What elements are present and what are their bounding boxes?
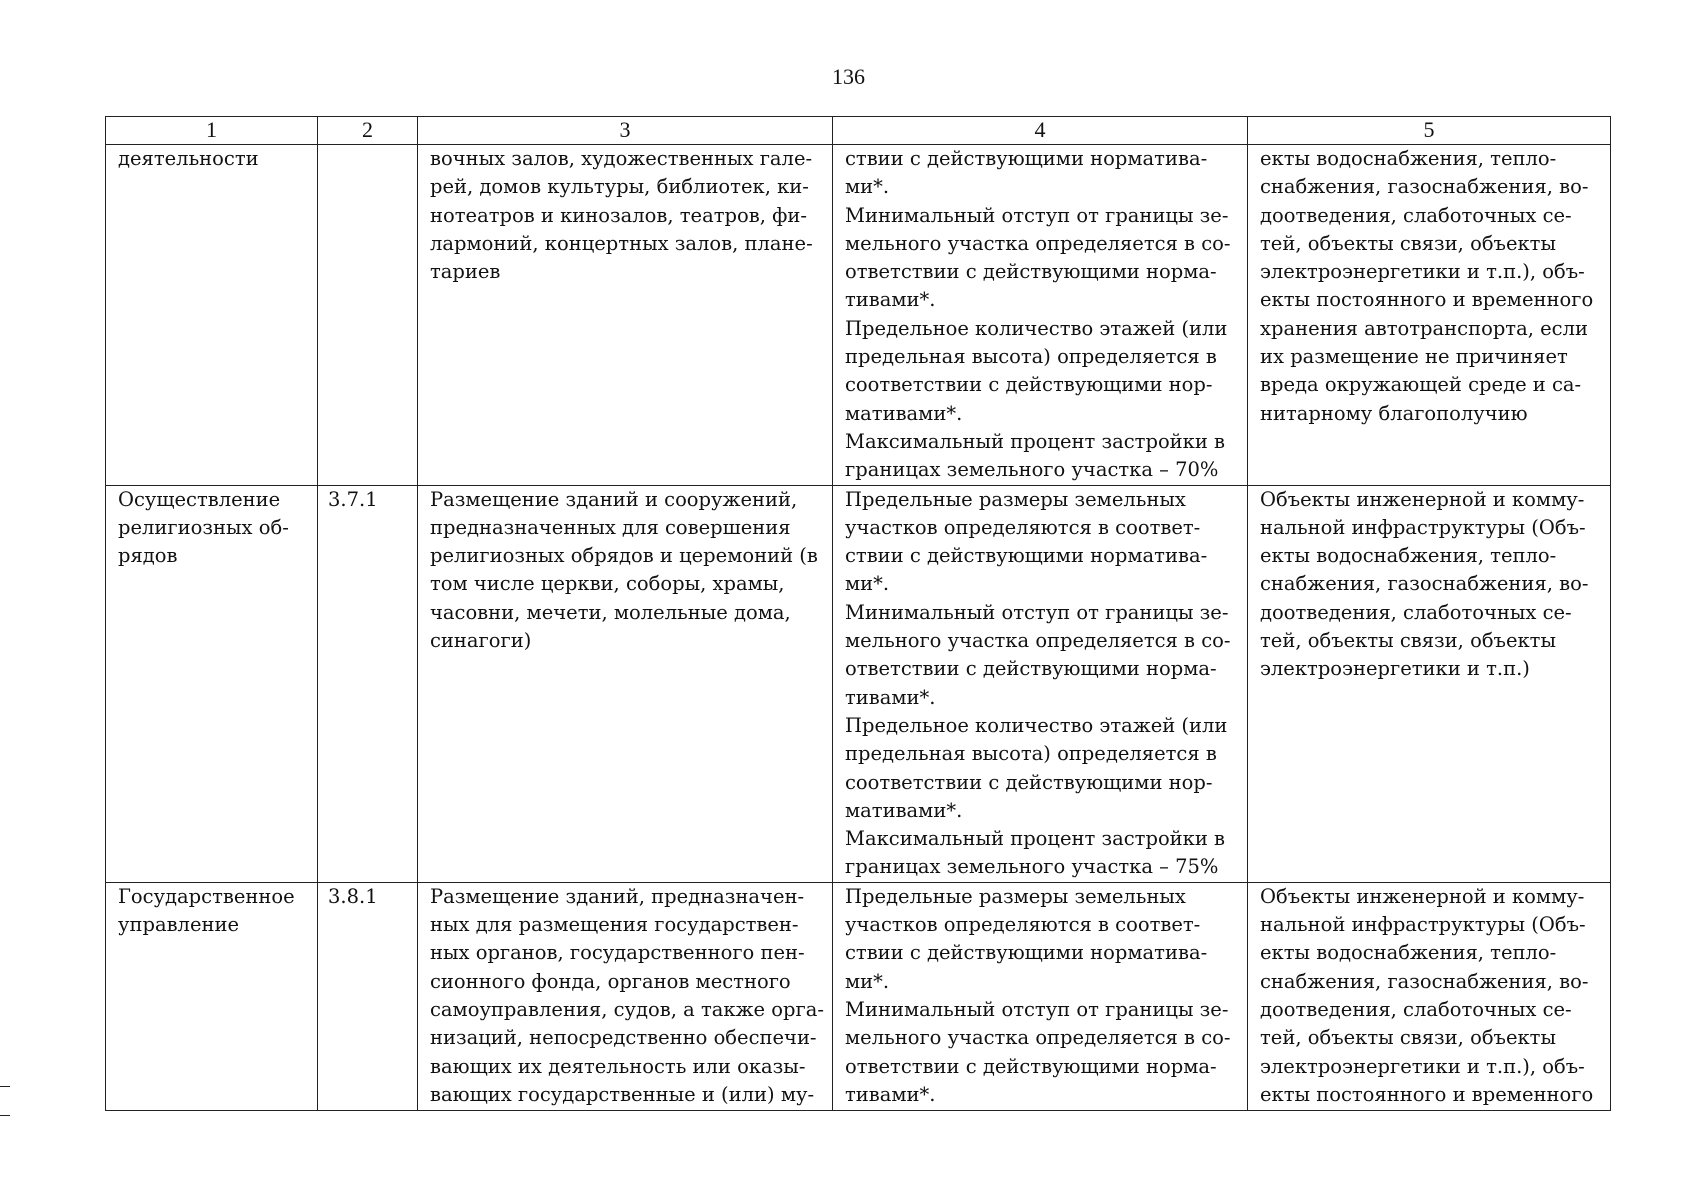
zoning-table — [105, 116, 1611, 1111]
cell-text-line: снабжения, газоснабжения, во- — [1260, 572, 1589, 596]
cell-text-line: екты водоснабжения, тепло- — [1260, 544, 1557, 568]
description-cell — [418, 485, 833, 882]
cell-text-line: снабжения, газоснабжения, во- — [1260, 175, 1589, 199]
cell-text-line: рядов — [118, 544, 178, 568]
cell-text-line: электроэнергетики и т.п.) — [1260, 657, 1530, 681]
cell-text-line: ствии с действующими нормативa- — [845, 941, 1208, 965]
cell-text-line: участков определяются в соответ- — [845, 515, 1201, 539]
cell-text-line: предельная высота) определяется в — [845, 742, 1217, 766]
cell-text-line: религиозных об- — [118, 515, 289, 539]
cell-text-line: екты водоснабжения, тепло- — [1260, 147, 1557, 170]
description-cell — [418, 145, 833, 486]
code-cell — [318, 882, 418, 1110]
cell-text-line: хранения автотранспорта, если — [1260, 316, 1588, 340]
cell-text-line: рей, домов культуры, библиотек, ки- — [430, 175, 809, 199]
cell-text-line: мельного участка определяется в со- — [845, 629, 1231, 653]
cell-text-line: часовни, мечети, молельные дома, — [430, 600, 791, 624]
cell-text-line: электроэнергетики и т.п.), объ- — [1260, 260, 1585, 284]
cell-text-line: доотведения, слаботочных се- — [1260, 203, 1572, 227]
page-number: 136 — [832, 64, 865, 89]
table-row — [106, 145, 1611, 486]
cell-text-line: Предельные размеры земельных — [845, 884, 1186, 908]
cell-text-line: Государственное — [118, 884, 295, 908]
cell-text-line: 3.8.1 — [328, 884, 378, 908]
cell-text-line: екты постоянного и временного — [1260, 1082, 1594, 1106]
cell-text-line: Минимальный отступ от границы зе- — [845, 203, 1229, 227]
cell-text-line: Предельные размеры земельных — [845, 487, 1186, 511]
cell-text-line: мативами*. — [845, 401, 963, 425]
cell-text-line: лармоний, концертных залов, плане- — [430, 231, 813, 255]
cell-text-line: ми*. — [845, 175, 890, 199]
auxiliary-uses-cell — [1248, 882, 1611, 1110]
cell-text-line: ствии с действующими нормативa- — [845, 544, 1208, 568]
code-cell — [318, 145, 418, 486]
cell-text-line: нотеатров и кинозалов, театров, фи- — [430, 203, 807, 227]
cell-text-line: границах земельного участка – 75% — [845, 855, 1219, 879]
cell-text-line: тариев — [430, 260, 501, 284]
table-row — [106, 485, 1611, 882]
auxiliary-uses-cell — [1248, 145, 1611, 486]
cell-text-line: управление — [118, 913, 240, 937]
cell-text-line: низаций, непосредственно обеспечи- — [430, 1026, 817, 1050]
cell-text-line: предназначенных для совершения — [430, 515, 791, 539]
cell-text-line: ствии с действующими нормативa- — [845, 147, 1208, 170]
cell-text-line: ответствии с действующими норма- — [845, 260, 1217, 284]
parameters-cell — [833, 145, 1248, 486]
cell-text-line: нальной инфраструктуры (Объ- — [1260, 515, 1586, 539]
cell-text-line: мативами*. — [845, 798, 963, 822]
cell-text-line: Осуществление — [118, 487, 281, 511]
margin-mark — [0, 1086, 10, 1087]
cell-text-line: Минимальный отступ от границы зе- — [845, 600, 1229, 624]
cell-text-line: синагоги) — [430, 629, 532, 653]
cell-text-line: ми*. — [845, 572, 890, 596]
cell-text-line: границах земельного участка – 70% — [845, 458, 1219, 482]
cell-text-line: доотведения, слаботочных се- — [1260, 600, 1572, 624]
column-header-4: 4 — [833, 117, 1248, 145]
cell-text-line: том числе церкви, соборы, храмы, — [430, 572, 785, 596]
cell-text-line: религиозных обрядов и церемоний (в — [430, 544, 818, 568]
cell-text-line: Максимальный процент застройки в — [845, 827, 1226, 851]
cell-text-line: тивами*. — [845, 288, 936, 312]
column-header-5: 5 — [1248, 117, 1611, 145]
cell-text-line: соответствии с действующими нор- — [845, 770, 1213, 794]
cell-text-line: вающих государственные и (или) му- — [430, 1082, 815, 1106]
cell-text-line: тивами*. — [845, 685, 936, 709]
column-header-3: 3 — [418, 117, 833, 145]
cell-text-line: мельного участка определяется в со- — [845, 231, 1231, 255]
table-header-row — [106, 117, 1611, 145]
cell-text-line: Объекты инженерной и комму- — [1260, 884, 1585, 908]
cell-text-line: снабжения, газоснабжения, во- — [1260, 969, 1589, 993]
cell-text-line: сионного фонда, органов местного — [430, 969, 791, 993]
cell-text-line: электроэнергетики и т.п.), объ- — [1260, 1054, 1585, 1078]
cell-text-line: тивами*. — [845, 1082, 936, 1106]
cell-text-line: ных для размещения государствен- — [430, 913, 799, 937]
cell-text-line: ми*. — [845, 969, 890, 993]
description-cell — [418, 882, 833, 1110]
cell-text-line: ответствии с действующими норма- — [845, 1054, 1217, 1078]
cell-text-line: вреда окружающей среде и са- — [1260, 373, 1582, 397]
cell-text-line: их размещение не причиняет — [1260, 345, 1568, 369]
cell-text-line: Минимальный отступ от границы зе- — [845, 997, 1229, 1021]
cell-text-line: доотведения, слаботочных се- — [1260, 997, 1572, 1021]
cell-text-line: предельная высота) определяется в — [845, 345, 1217, 369]
use-type-cell — [106, 145, 318, 486]
code-cell — [318, 485, 418, 882]
cell-text-line: нальной инфраструктуры (Объ- — [1260, 913, 1586, 937]
use-type-cell — [106, 485, 318, 882]
cell-text-line: вающих их деятельность или оказы- — [430, 1054, 806, 1078]
cell-text-line: Максимальный процент застройки в — [845, 429, 1226, 453]
cell-text-line: Размещение зданий и сооружений, — [430, 487, 798, 511]
cell-text-line: Размещение зданий, предназначен- — [430, 884, 805, 908]
cell-text-line: ответствии с действующими норма- — [845, 657, 1217, 681]
parameters-cell — [833, 485, 1248, 882]
cell-text-line: Объекты инженерной и комму- — [1260, 487, 1585, 511]
cell-text-line: тей, объекты связи, объекты — [1260, 231, 1556, 255]
cell-text-line: вочных залов, художественных гале- — [430, 147, 813, 170]
cell-text-line: нитарному благополучию — [1260, 401, 1528, 425]
cell-text-line: Предельное количество этажей (или — [845, 316, 1228, 340]
cell-text-line: соответствии с действующими нор- — [845, 373, 1213, 397]
cell-text-line: участков определяются в соответ- — [845, 913, 1201, 937]
cell-text-line: самоуправления, судов, а также орга- — [430, 997, 824, 1021]
margin-mark — [0, 1115, 10, 1116]
cell-text-line: тей, объекты связи, объекты — [1260, 629, 1556, 653]
table-row — [106, 882, 1611, 1110]
cell-text-line: 3.7.1 — [328, 487, 378, 511]
cell-text-line: ных органов, государственного пен- — [430, 941, 805, 965]
auxiliary-uses-cell — [1248, 485, 1611, 882]
use-type-cell — [106, 882, 318, 1110]
cell-text-line: Предельное количество этажей (или — [845, 713, 1228, 737]
cell-text-line: екты постоянного и временного — [1260, 288, 1594, 312]
cell-text-line: деятельности — [118, 147, 259, 170]
cell-text-line: екты водоснабжения, тепло- — [1260, 941, 1557, 965]
column-header-1: 1 — [106, 117, 318, 145]
table-body — [106, 145, 1611, 1111]
parameters-cell — [833, 882, 1248, 1110]
column-header-2: 2 — [318, 117, 418, 145]
cell-text-line: мельного участка определяется в со- — [845, 1026, 1231, 1050]
cell-text-line: тей, объекты связи, объекты — [1260, 1026, 1556, 1050]
